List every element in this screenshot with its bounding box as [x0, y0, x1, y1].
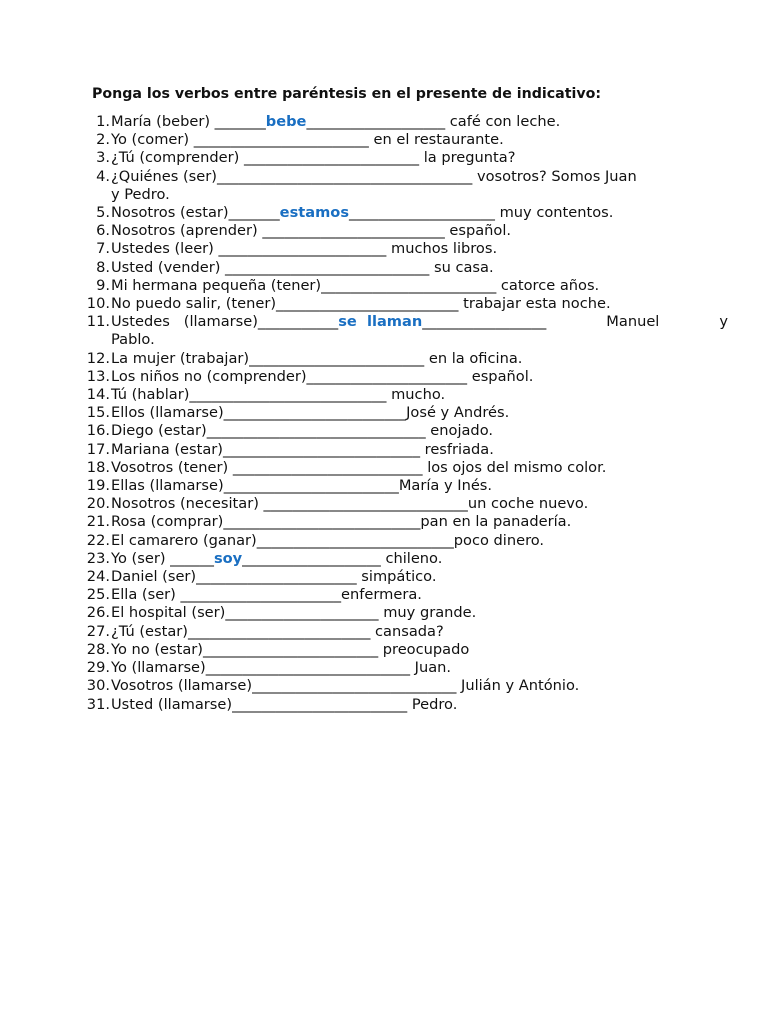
exercise-item: [78, 659, 728, 677]
sentence-before: ¿Quiénes (ser)___________________________________ vosotros? Somos Juan: [111, 167, 637, 185]
exercise-item: [78, 131, 728, 149]
item-sentence: [111, 149, 728, 167]
item-sentence: [111, 550, 728, 568]
exercise-item: [78, 295, 728, 313]
sentence-before: María (beber) _______: [111, 113, 266, 130]
sentence-group: [111, 313, 546, 331]
sentence-before: El hospital (ser)_____________________ muy grande.: [111, 604, 477, 622]
item-number: 12.: [86, 349, 110, 367]
exercise-item: [78, 604, 728, 622]
item-sentence: [111, 459, 728, 477]
item-number: 24.: [86, 568, 110, 586]
exercise-item: [78, 240, 728, 258]
sentence-before: No puedo salir, (tener)_________________________ trabajar esta noche.: [111, 295, 611, 313]
answer-text: bebe: [265, 113, 307, 130]
item-sentence: [111, 477, 728, 495]
item-number: 31.: [86, 695, 110, 713]
item-number: 11.: [86, 313, 110, 331]
exercise-item: [78, 204, 728, 222]
exercise-item: [78, 513, 728, 531]
item-sentence: [111, 131, 728, 149]
item-number: 23.: [86, 549, 110, 567]
item-sentence: [111, 313, 728, 349]
item-sentence: [111, 168, 728, 204]
item-number: 14.: [86, 386, 110, 404]
sentence-word: y: [719, 313, 728, 331]
item-number: 6.: [96, 222, 110, 240]
item-number: 19.: [86, 477, 110, 495]
sentence-before: Yo (llamarse)____________________________ Juan.: [111, 659, 452, 677]
exercise-item: [78, 495, 728, 513]
answer-text: soy: [213, 549, 243, 567]
answer-text: estamos: [279, 204, 349, 222]
item-sentence: [111, 513, 728, 531]
sentence-after: ___________________ café con leche.: [306, 113, 561, 130]
sentence-before: ¿Tú (comprender) ________________________ la pregunta?: [111, 149, 516, 167]
item-sentence: [111, 259, 728, 277]
sentence-before: Diego (estar)______________________________ enojado.: [111, 422, 494, 440]
item-number: 7.: [96, 240, 110, 258]
sentence-before: El camarero (ganar)___________________________poco dinero.: [111, 531, 545, 549]
sentence-before: Ustedes (leer) _______________________ muchos libros.: [111, 240, 498, 258]
sentence-before: Ustedes (llamarse)___________: [111, 313, 339, 331]
item-sentence: [111, 422, 728, 440]
item-sentence: [111, 623, 728, 641]
item-number: 30.: [86, 677, 110, 695]
item-number: 4.: [96, 167, 110, 185]
exercise-item: [78, 623, 728, 641]
item-sentence: [111, 368, 728, 386]
item-number: 8.: [96, 258, 110, 276]
sentence-before: Daniel (ser)______________________ simpático.: [111, 568, 437, 586]
sentence-before: Nosotros (estar)_______: [111, 204, 280, 222]
exercise-item: [78, 350, 728, 368]
item-sentence: [111, 641, 728, 659]
item-sentence: [111, 586, 728, 604]
answer-text: se llaman: [338, 313, 423, 331]
sentence-before: Ella (ser) ______________________enfermera.: [111, 586, 422, 604]
item-number: 13.: [86, 367, 110, 385]
item-number: 27.: [86, 622, 110, 640]
item-number: 9.: [96, 276, 110, 294]
exercise-item: [78, 441, 728, 459]
sentence-after: ____________________ muy contentos.: [349, 204, 614, 222]
sentence-continuation: y Pedro.: [111, 185, 170, 203]
item-number: 20.: [86, 495, 110, 513]
sentence-before: Vosotros (llamarse)____________________________ Julián y António.: [111, 677, 580, 695]
exercise-item: [78, 259, 728, 277]
exercise-item: [78, 532, 728, 550]
item-number: 2.: [96, 131, 110, 149]
sentence-before: ¿Tú (estar)_________________________ cansada?: [111, 622, 444, 640]
exercise-item: [78, 313, 728, 349]
sentence-before: Usted (llamarse)________________________ Pedro.: [111, 695, 458, 713]
item-sentence: [111, 222, 728, 240]
sentence-before: Ellos (llamarse)_________________________José y Andrés.: [111, 404, 510, 422]
item-number: 26.: [86, 604, 110, 622]
item-sentence: [111, 532, 728, 550]
sentence-word: Manuel: [606, 313, 660, 331]
exercise-item: [78, 222, 728, 240]
sentence-before: Mi hermana pequeña (tener)________________________ catorce años.: [111, 276, 600, 294]
item-number: 21.: [86, 513, 110, 531]
exercise-item: [78, 641, 728, 659]
exercise-item: [78, 277, 728, 295]
sentence-before: Ellas (llamarse)________________________María y Inés.: [111, 477, 493, 495]
page-title: Ponga los verbos entre paréntesis en el presente de indicativo:: [92, 86, 602, 102]
exercise-item: [78, 113, 728, 131]
exercise-item: [78, 677, 728, 695]
item-sentence: [111, 696, 728, 714]
item-number: 17.: [86, 440, 110, 458]
item-sentence-line: [111, 313, 728, 331]
exercise-item: [78, 477, 728, 495]
sentence-before: Los niños no (comprender)______________________ español.: [111, 367, 534, 385]
item-sentence: [111, 240, 728, 258]
exercise-item: [78, 422, 728, 440]
exercise-item: [78, 459, 728, 477]
item-sentence: [111, 441, 728, 459]
sentence-before: Yo no (estar)________________________ preocupado: [111, 640, 470, 658]
sentence-before: Vosotros (tener) __________________________ los ojos del mismo color.: [111, 458, 607, 476]
sentence-before: Nosotros (aprender) _________________________ español.: [111, 222, 512, 240]
exercise-item: [78, 404, 728, 422]
exercise-item: [78, 696, 728, 714]
item-number: 10.: [86, 295, 110, 313]
sentence-before: Tú (hablar)___________________________ mucho.: [111, 386, 446, 404]
item-sentence: [111, 386, 728, 404]
item-sentence: [111, 604, 728, 622]
sentence-continuation: Pablo.: [111, 331, 155, 349]
sentence-after: ___________________ chileno.: [242, 549, 443, 567]
item-sentence: [111, 350, 728, 368]
item-sentence: [111, 204, 728, 222]
item-number: 29.: [86, 659, 110, 677]
sentence-before: La mujer (trabajar)________________________ en la oficina.: [111, 349, 523, 367]
item-sentence: [111, 277, 728, 295]
item-sentence: [111, 568, 728, 586]
item-sentence: [111, 295, 728, 313]
item-sentence: [111, 113, 728, 131]
item-number: 1.: [96, 113, 110, 130]
sentence-before: Yo (comer) ________________________ en el restaurante.: [111, 131, 504, 149]
item-number: 25.: [86, 586, 110, 604]
item-number: 22.: [86, 531, 110, 549]
exercise-item: [78, 586, 728, 604]
sentence-after: _________________: [422, 313, 547, 331]
item-sentence: [111, 404, 728, 422]
item-sentence: [111, 677, 728, 695]
sentence-before: Rosa (comprar)___________________________pan en la panadería.: [111, 513, 572, 531]
item-sentence: [111, 659, 728, 677]
exercise-item: [78, 368, 728, 386]
item-sentence: [111, 495, 728, 513]
exercise-item: [78, 168, 728, 204]
item-number: 18.: [86, 458, 110, 476]
exercise-item: [78, 550, 728, 568]
item-number: 5.: [96, 204, 110, 222]
item-number: 3.: [96, 149, 110, 167]
exercise-item: [78, 149, 728, 167]
sentence-before: Mariana (estar)___________________________ resfriada.: [111, 440, 494, 458]
sentence-before: Usted (vender) ____________________________ su casa.: [111, 258, 494, 276]
sentence-before: Yo (ser) ______: [111, 549, 214, 567]
item-number: 28.: [86, 640, 110, 658]
exercise-item: [78, 568, 728, 586]
item-number: 15.: [86, 404, 110, 422]
exercise-list: [78, 113, 728, 714]
item-number: 16.: [86, 422, 110, 440]
sentence-before: Nosotros (necesitar) ____________________________un coche nuevo.: [111, 495, 589, 513]
exercise-item: [78, 386, 728, 404]
